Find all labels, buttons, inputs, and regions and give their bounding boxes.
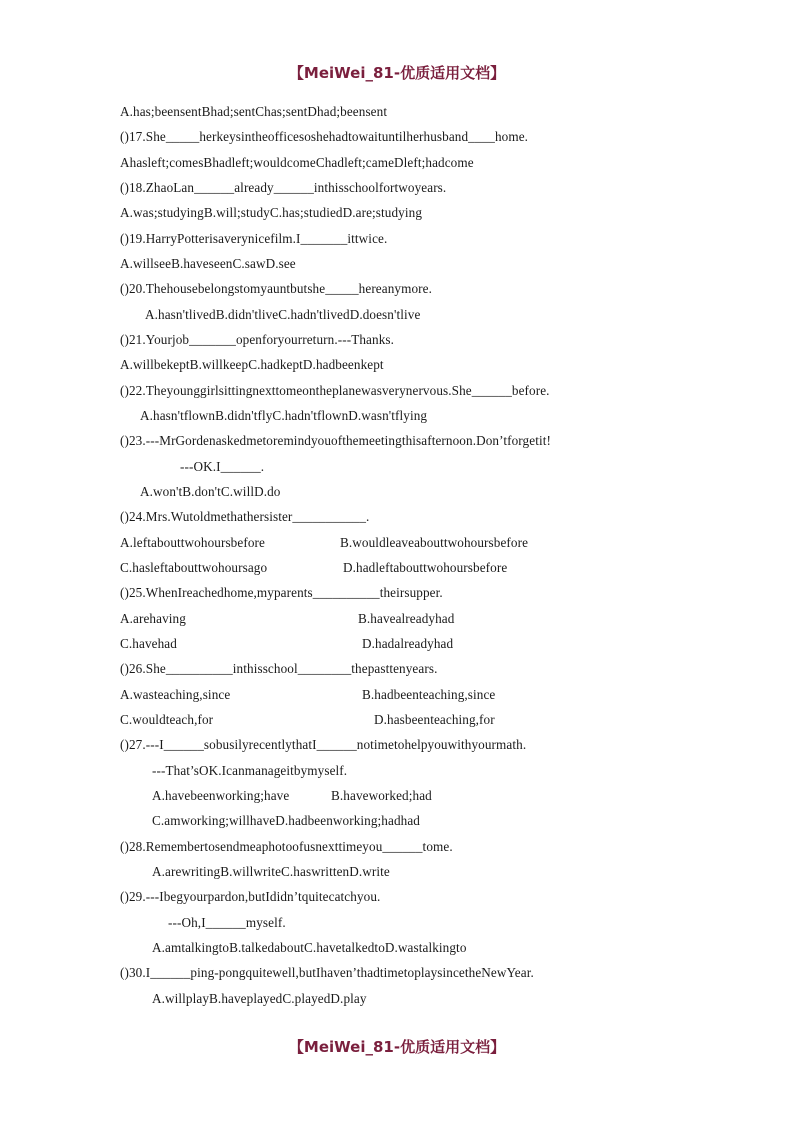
answer-line: Ahasleft;comesBhadleft;wouldcomeChadleft;cameDleft;hadcome xyxy=(120,155,474,170)
question-21: ()21.Yourjob_______openforyourreturn.---Thanks. xyxy=(120,332,395,347)
answer-line: A.was;studyingB.will;studyC.has;studiedD.are;studying xyxy=(120,205,423,220)
answer-option: B.haveworked;had xyxy=(331,788,432,803)
dialogue-line: ---Oh,I______myself. xyxy=(168,915,286,930)
answer-line: A.willseeB.haveseenC.sawD.see xyxy=(120,256,296,271)
question-27: ()27.---I______sobusilyrecentlythatI______notimetohelpyouwithyourmath. xyxy=(120,737,527,752)
answer-option: B.hadbeenteaching,since xyxy=(362,687,496,702)
answer-option: D.hadleftabouttwohoursbefore xyxy=(343,560,508,575)
answer-line: C.amworking;willhaveD.hadbeenworking;hadhad xyxy=(152,813,420,828)
answer-option: A.leftabouttwohoursbefore xyxy=(120,535,265,550)
question-23: ()23.---MrGordenaskedmetoremindyouofthemeetingthisafternoon.Don’tforgetit! xyxy=(120,433,551,448)
question-22: ()22.Theyounggirlsittingnexttomeontheplanewasverynervous.She______before. xyxy=(120,383,550,398)
answer-line: A.willplayB.haveplayedC.playedD.play xyxy=(152,991,367,1006)
answer-option: B.wouldleaveabouttwohoursbefore xyxy=(340,535,529,550)
answer-line: A.amtalkingtoB.talkedaboutC.havetalkedtoD.wastalkingto xyxy=(152,940,467,955)
answer-line: A.hasn'tflownB.didn'tflyC.hadn'tflownD.wasn'tflying xyxy=(140,408,428,423)
page-footer: 【MeiWei_81-优质适用文档】 xyxy=(288,1038,506,1056)
answer-option: A.havebeenworking;have xyxy=(152,788,290,803)
dialogue-line: ---OK.I______. xyxy=(180,459,265,474)
answer-line: A.has;beensentBhad;sentChas;sentDhad;beensent xyxy=(120,104,388,119)
answer-option: C.hasleftabouttwohoursago xyxy=(120,560,268,575)
answer-option: D.hadalreadyhad xyxy=(362,636,454,651)
question-19: ()19.HarryPotterisaverynicefilm.I_______ittwice. xyxy=(120,231,388,246)
answer-option: B.havealreadyhad xyxy=(358,611,455,626)
question-29: ()29.---Ibegyourpardon,butIdidn’tquitecatchyou. xyxy=(120,889,381,904)
answer-line: A.won'tB.don'tC.willD.do xyxy=(140,484,281,499)
answer-line: A.arewritingB.willwriteC.haswrittenD.write xyxy=(152,864,390,879)
question-20: ()20.Thehousebelongstomyauntbutshe_____hereanymore. xyxy=(120,281,432,296)
page-header: 【MeiWei_81-优质适用文档】 xyxy=(288,64,506,82)
question-18: ()18.ZhaoLan______already______inthisschoolfortwoyears. xyxy=(120,180,447,195)
question-25: ()25.WhenIreachedhome,myparents__________theirsupper. xyxy=(120,585,443,600)
answer-option: D.hasbeenteaching,for xyxy=(374,712,495,727)
answer-line: A.willbekeptB.willkeepC.hadkeptD.hadbeenkept xyxy=(120,357,384,372)
question-28: ()28.Remembertosendmeaphotoofusnexttimeyou______tome. xyxy=(120,839,453,854)
question-24: ()24.Mrs.Wutoldmethathersister___________. xyxy=(120,509,370,524)
question-17: ()17.She_____herkeysintheofficesoshehadtowaituntilherhusband____home. xyxy=(120,129,529,144)
question-30: ()30.I______ping-pongquitewell,butIhaven’thadtimetoplaysincetheNewYear. xyxy=(120,965,534,980)
answer-option: A.wasteaching,since xyxy=(120,687,231,702)
answer-line: A.hasn'tlivedB.didn'tliveC.hadn'tlivedD.doesn'tlive xyxy=(145,307,421,322)
question-26: ()26.She__________inthisschool________thepasttenyears. xyxy=(120,661,438,676)
answer-option: C.havehad xyxy=(120,636,177,651)
answer-option: A.arehaving xyxy=(120,611,186,626)
dialogue-line: ---That’sOK.Icanmanageitbymyself. xyxy=(152,763,348,778)
answer-option: C.wouldteach,for xyxy=(120,712,214,727)
